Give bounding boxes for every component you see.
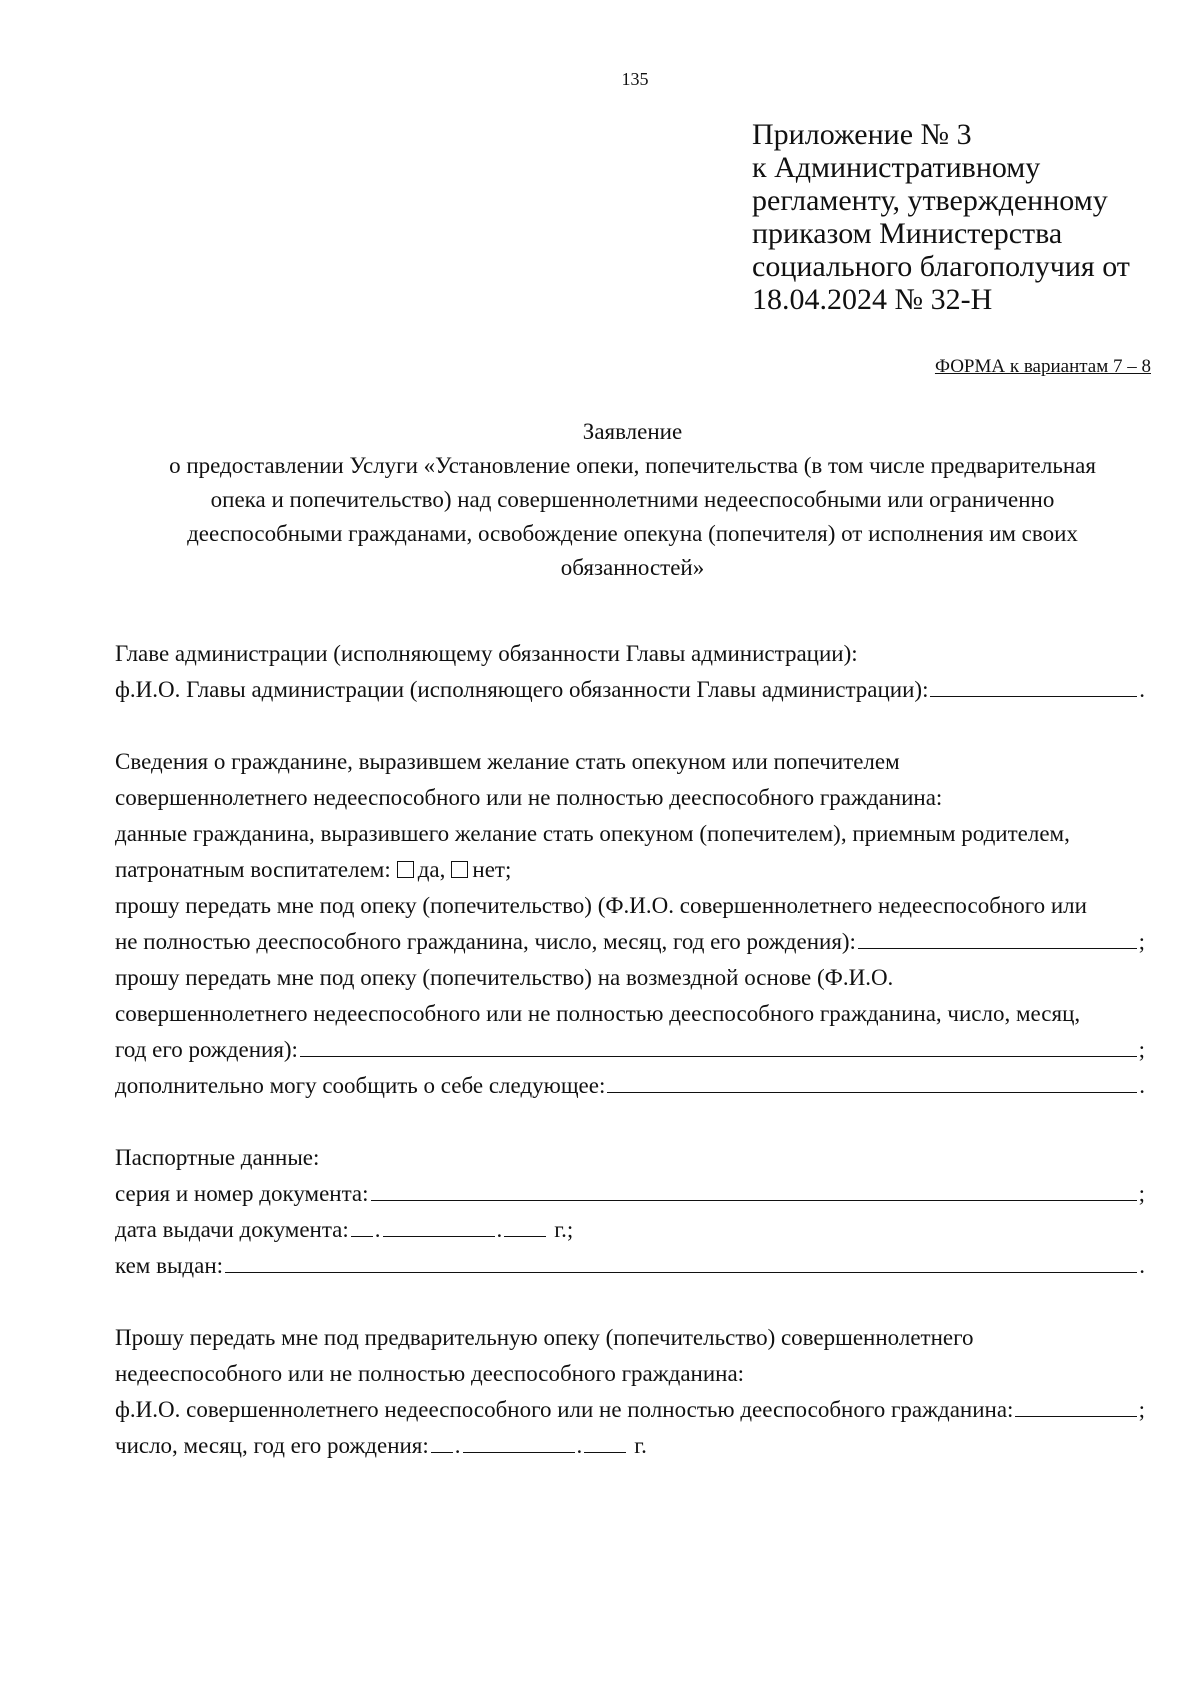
title-line: обязанностей» <box>560 555 705 580</box>
title-line: опека и попечительство) над совершеннолетними недееспособными или ограниченно <box>210 487 1055 512</box>
passport-series-line: серия и номер документа: ; <box>115 1176 1145 1212</box>
appendix-line: к Административному <box>752 151 1041 184</box>
foster-carer-line: патронатным воспитателем: да, нет; <box>115 852 1145 888</box>
title-line: дееспособными гражданами, освобождение опекуна (попечителя) от исполнения им своих <box>187 521 1078 546</box>
prelim-birth-line: число, месяц, год его рождения: . . г. <box>115 1428 1145 1464</box>
prelim-name-field[interactable] <box>1015 1394 1136 1417</box>
appendix-header <box>752 118 1182 316</box>
birth-year-field[interactable] <box>584 1430 626 1453</box>
issue-day-field[interactable] <box>351 1214 373 1237</box>
head-name-field[interactable] <box>930 674 1137 697</box>
citizen-info-line: прошу передать мне под опеку (попечительство) на возмездной основе (Ф.И.О. <box>115 965 894 990</box>
appendix-line: Приложение № 3 <box>752 118 972 151</box>
prelim-line: Прошу передать мне под предварительную опеку (попечительство) совершеннолетнего <box>115 1325 974 1350</box>
document-title <box>100 415 1165 585</box>
additional-info-line: дополнительно могу сообщить о себе следующее: . <box>115 1068 1145 1104</box>
appendix-line: 18.04.2024 № 32-Н <box>752 283 993 316</box>
passport-series-field[interactable] <box>371 1178 1137 1201</box>
citizen-info-line: данные гражданина, выразившего желание стать опекуном (попечителем), приемным родителем, <box>115 821 1070 846</box>
citizen-info-line: прошу передать мне под опеку (попечительство) (Ф.И.О. совершеннолетнего недееспособного или <box>115 893 1087 918</box>
passport-issuer-line: кем выдан: . <box>115 1248 1145 1284</box>
no-checkbox[interactable] <box>451 861 468 878</box>
issue-month-field[interactable] <box>383 1214 495 1237</box>
yes-label: да, <box>417 857 446 882</box>
passport-heading: Паспортные данные: <box>115 1145 320 1170</box>
head-name-line: ф.И.О. Главы администрации (исполняющего обязанности Главы администрации): . <box>115 672 1145 708</box>
yes-checkbox[interactable] <box>397 861 414 878</box>
title-line: о предоставлении Услуги «Установление опеки, попечительства (в том числе предварительная <box>169 453 1096 478</box>
paid-ward-field[interactable] <box>300 1034 1137 1057</box>
additional-info-field[interactable] <box>607 1070 1137 1093</box>
appendix-line: приказом Министерства <box>752 217 1063 250</box>
addressee-line: Главе администрации (исполняющему обязанности Главы администрации): <box>115 641 858 666</box>
title-heading: Заявление <box>582 419 683 444</box>
ward-details-line: не полностью дееспособного гражданина, число, месяц, год его рождения): ; <box>115 924 1145 960</box>
citizen-info-line: совершеннолетнего недееспособного или не полностью дееспособного гражданина, число, месяц, <box>115 1001 1081 1026</box>
birth-month-field[interactable] <box>463 1430 575 1453</box>
appendix-line: регламенту, утвержденному <box>752 184 1108 217</box>
form-label: ФОРМА к вариантам 7 – 8 <box>934 356 1151 377</box>
form-body <box>115 636 1145 1464</box>
birth-day-field[interactable] <box>431 1430 453 1453</box>
paid-ward-line: год его рождения): ; <box>115 1032 1145 1068</box>
no-label: нет; <box>472 857 512 882</box>
ward-details-field[interactable] <box>858 926 1137 949</box>
prelim-name-line: ф.И.О. совершеннолетнего недееспособного или не полностью дееспособного гражданина: ; <box>115 1392 1145 1428</box>
page-number: 135 <box>621 69 649 89</box>
citizen-info-line: Сведения о гражданине, выразившем желание стать опекуном или попечителем <box>115 749 900 774</box>
prelim-line: недееспособного или не полностью дееспособного гражданина: <box>115 1361 745 1386</box>
citizen-info-line: совершеннолетнего недееспособного или не полностью дееспособного гражданина: <box>115 785 943 810</box>
appendix-line: социального благополучия от <box>752 250 1130 283</box>
issue-year-field[interactable] <box>504 1214 546 1237</box>
passport-date-line: дата выдачи документа: . . г.; <box>115 1212 1145 1248</box>
passport-issuer-field[interactable] <box>225 1250 1137 1273</box>
